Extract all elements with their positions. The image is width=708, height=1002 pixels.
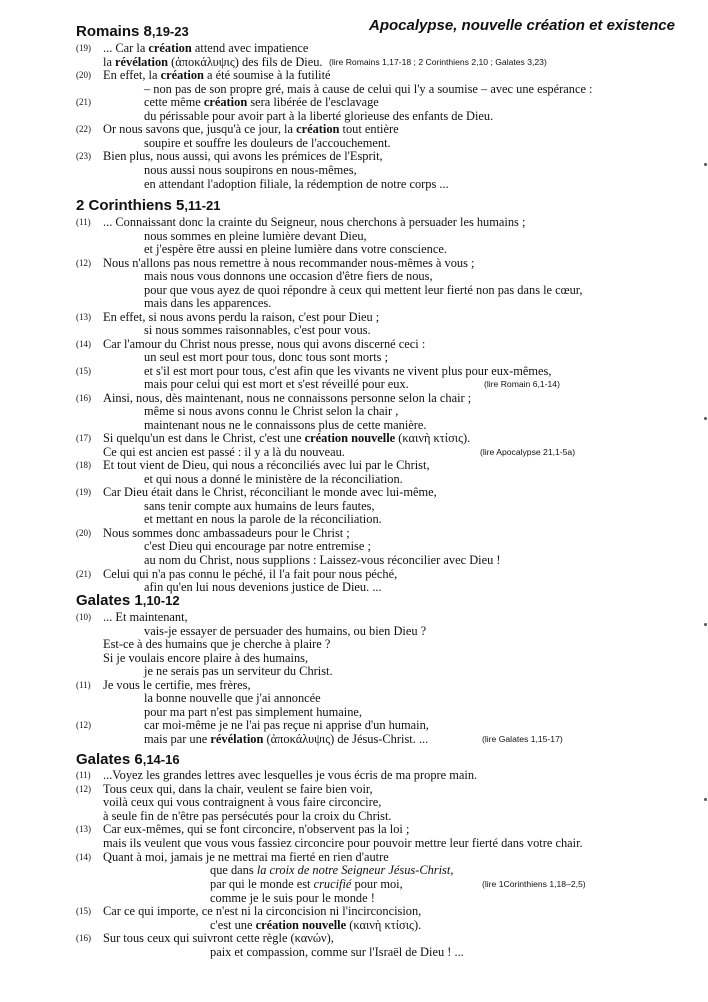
verse-line <box>103 768 477 782</box>
verse-number: (11) <box>76 770 91 780</box>
verse-text: mais pour celui qui est mort et s'est réveillé pour eux. <box>144 377 409 391</box>
emphasis-term: révélation <box>115 55 169 69</box>
verse-text: sans tenir compte aux humains de leurs fautes, <box>144 499 375 513</box>
verse-line <box>144 512 382 526</box>
verse-line <box>144 732 428 746</box>
verse-line <box>210 877 403 891</box>
verse-line <box>144 82 592 96</box>
verse-number: (20) <box>76 70 91 80</box>
verse-line <box>144 691 321 705</box>
verse-text: et qui nous a donné le ministère de la réconciliation. <box>144 472 403 486</box>
verse-text: (ἀποκάλυψις) des fils de Dieu. <box>168 55 323 69</box>
verse-text: Si je voulais encore plaire à des humains, <box>103 651 309 665</box>
verse-text: sera libérée de l'esclavage <box>247 95 379 109</box>
emphasis-term: révélation <box>210 732 264 746</box>
verse-text: Et tout vient de Dieu, qui nous a réconciliés avec lui par le Christ, <box>103 458 430 472</box>
verse-number: (10) <box>76 612 91 622</box>
document-title: Apocalypse, nouvelle création et existence <box>369 17 675 34</box>
verse-text: la bonne nouvelle que j'ai annoncée <box>144 691 321 705</box>
verse-text: pour moi, <box>351 877 403 891</box>
verse-text: Car ce qui importe, ce n'est ni la circoncision ni l'incirconcision, <box>103 904 422 918</box>
verse-text: c'est Dieu qui encourage par notre entremise ; <box>144 539 371 553</box>
verse-text: Ce qui est ancien est passé : il y a là du nouveau. <box>103 445 345 459</box>
verse-line <box>144 377 409 391</box>
verse-line <box>144 350 388 364</box>
verse-line <box>103 904 421 918</box>
verse-number: (14) <box>76 852 91 862</box>
verse-text: (καινὴ κτίσις). <box>346 918 422 932</box>
edge-mark <box>704 417 707 420</box>
verse-text: par qui le monde est <box>210 877 314 891</box>
verse-line <box>210 891 375 905</box>
verse-text: je ne serais pas un serviteur du Christ. <box>144 664 333 678</box>
section-heading <box>76 751 180 768</box>
verse-line <box>144 664 333 678</box>
verse-line <box>144 580 382 594</box>
verse-text: même si nous avons connu le Christ selon la chair , <box>144 404 399 418</box>
section-heading <box>76 197 221 214</box>
verse-text: Si quelqu'un est dans le Christ, c'est une <box>103 431 305 445</box>
verse-line <box>103 149 383 163</box>
verse-line <box>144 136 391 150</box>
verse-line <box>144 499 375 513</box>
verse-number: (19) <box>76 43 91 53</box>
section-reference: ,11-21 <box>184 198 221 213</box>
verse-text: , <box>450 863 454 877</box>
emphasis-term: création <box>296 122 340 136</box>
verse-text: Bien plus, nous aussi, qui avons les prémices de l'Esprit, <box>103 149 383 163</box>
verse-line <box>103 526 350 540</box>
verse-line <box>103 782 373 796</box>
section-reference: ,14-16 <box>142 752 180 767</box>
verse-line <box>210 863 453 877</box>
verse-text: mais dans les apparences. <box>144 296 272 310</box>
verse-line <box>144 624 426 638</box>
verse-text: Je vous le certifie, mes frères, <box>103 678 251 692</box>
verse-text: si nous sommes raisonnables, c'est pour vous. <box>144 323 371 337</box>
italic-phrase: crucifié <box>313 877 352 891</box>
verse-text: mais ils veulent que vous vous fassiez circoncire pour pouvoir mettre leur fierté dans votre chair. <box>103 836 583 850</box>
verse-text: Est-ce à des humains que je cherche à plaire ? <box>103 637 331 651</box>
verse-line <box>103 55 323 69</box>
verse-line <box>103 337 425 351</box>
verse-line <box>103 637 330 651</box>
verse-line <box>144 553 501 567</box>
verse-text: En effet, si nous avons perdu la raison, c'est pour Dieu ; <box>103 310 380 324</box>
verse-line <box>103 610 188 624</box>
verse-line <box>210 945 464 959</box>
verse-text: Quant à moi, jamais je ne mettrai ma fierté en rien d'autre <box>103 850 389 864</box>
verse-text: Car Dieu était dans le Christ, réconciliant le monde avec lui-même, <box>103 485 437 499</box>
verse-number: (21) <box>76 97 91 107</box>
verse-number: (18) <box>76 460 91 470</box>
verse-text: tout entière <box>339 122 399 136</box>
verse-line <box>103 809 392 823</box>
edge-mark <box>704 623 707 626</box>
verse-line <box>210 918 421 932</box>
verse-line <box>103 678 251 692</box>
italic-phrase: la croix de notre Seigneur Jésus-Christ <box>256 863 451 877</box>
verse-text: attend avec impatience <box>191 41 309 55</box>
verse-line <box>144 283 583 297</box>
verse-text: et j'espère être aussi en pleine lumière dans votre conscience. <box>144 242 447 256</box>
verse-text: maintenant nous ne le connaissons plus de cette manière. <box>144 418 427 432</box>
verse-line <box>103 431 470 445</box>
emphasis-term: création nouvelle <box>255 918 347 932</box>
verse-line <box>103 850 389 864</box>
section-book: Galates 6 <box>76 751 143 768</box>
section-book: Romains 8 <box>76 23 152 40</box>
verse-line <box>144 109 493 123</box>
verse-number: (13) <box>76 824 91 834</box>
verse-number: (23) <box>76 151 91 161</box>
verse-line <box>103 651 308 665</box>
verse-line <box>103 795 381 809</box>
verse-line <box>144 364 551 378</box>
verse-line <box>103 931 334 945</box>
verse-text: Or nous savons que, jusqu'à ce jour, la <box>103 122 297 136</box>
verse-text: Nous sommes donc ambassadeurs pour le Christ ; <box>103 526 350 540</box>
verse-text: Car l'amour du Christ nous presse, nous qui avons discerné ceci : <box>103 337 426 351</box>
verse-text: au nom du Christ, nous supplions : Laissez-vous réconcilier avec Dieu ! <box>144 553 501 567</box>
verse-number: (12) <box>76 784 91 794</box>
verse-text: mais nous vous donnons une occasion d'être fiers de nous, <box>144 269 433 283</box>
cross-reference-note: (lire Galates 1,15-17) <box>482 734 563 744</box>
section-reference: ,10-12 <box>142 593 180 608</box>
verse-text: afin qu'en lui nous devenions justice de Dieu. ... <box>144 580 382 594</box>
verse-text: pour ma part n'est pas simplement humaine, <box>144 705 362 719</box>
verse-line <box>144 705 362 719</box>
verse-text: ...Voyez les grandes lettres avec lesquelles je vous écris de ma propre main. <box>103 768 478 782</box>
verse-text: paix et compassion, comme sur l'Israël de Dieu ! ... <box>210 945 464 959</box>
verse-number: (13) <box>76 312 91 322</box>
verse-text: – non pas de son propre gré, mais à cause de celui qui l'y a soumise – avec une espérance : <box>144 82 593 96</box>
verse-line <box>144 269 433 283</box>
cross-reference-note: (lire 1Corinthiens 1,18–2,5) <box>482 879 586 889</box>
verse-line <box>103 122 399 136</box>
verse-text: Nous n'allons pas nous remettre à nous recommander nous-mêmes à vous ; <box>103 256 475 270</box>
verse-text: nous sommes en pleine lumière devant Dieu, <box>144 229 367 243</box>
verse-text: Celui qui n'a pas connu le péché, il l'a fait pour nous péché, <box>103 567 398 581</box>
emphasis-term: création <box>148 41 192 55</box>
verse-text: car moi-même je ne l'ai pas reçue ni apprise d'un humain, <box>144 718 429 732</box>
verse-text: un seul est mort pour tous, donc tous sont morts ; <box>144 350 389 364</box>
verse-line <box>144 242 447 256</box>
verse-text: ... Connaissant donc la crainte du Seigneur, nous cherchons à persuader les humains ; <box>103 215 526 229</box>
verse-number: (21) <box>76 569 91 579</box>
verse-line <box>103 215 525 229</box>
verse-text: En effet, la <box>103 68 161 82</box>
cross-reference-note: (lire Romains 1,17-18 ; 2 Corinthiens 2,10 ; Galates 3,23) <box>329 57 547 67</box>
edge-mark <box>704 798 707 801</box>
verse-line <box>103 836 583 850</box>
verse-text: cette même <box>144 95 204 109</box>
verse-number: (22) <box>76 124 91 134</box>
verse-text: comme je le suis pour le monde ! <box>210 891 375 905</box>
verse-text: et s'il est mort pour tous, c'est afin que les vivants ne vivent plus pour eux-mêmes, <box>144 364 552 378</box>
verse-line <box>144 472 403 486</box>
verse-number: (15) <box>76 366 91 376</box>
emphasis-term: création nouvelle <box>304 431 396 445</box>
verse-line <box>144 163 357 177</box>
verse-number: (20) <box>76 528 91 538</box>
verse-line <box>103 485 437 499</box>
verse-line <box>103 822 409 836</box>
verse-number: (12) <box>76 258 91 268</box>
verse-text: Sur tous ceux qui suivront cette règle (κανών), <box>103 931 334 945</box>
section-book: Galates 1 <box>76 592 143 609</box>
emphasis-term: création <box>160 68 204 82</box>
verse-text: Ainsi, nous, dès maintenant, nous ne connaissons personne selon la chair ; <box>103 391 472 405</box>
verse-line <box>103 567 397 581</box>
verse-line <box>144 404 398 418</box>
verse-number: (15) <box>76 906 91 916</box>
verse-text: du périssable pour avoir part à la liberté glorieuse des enfants de Dieu. <box>144 109 494 123</box>
verse-text: nous aussi nous soupirons en nous-mêmes, <box>144 163 357 177</box>
verse-text: que dans <box>210 863 257 877</box>
section-reference: ,19-23 <box>151 24 189 39</box>
verse-text: (καινὴ κτίσις). <box>395 431 471 445</box>
verse-line <box>103 445 345 459</box>
verse-text: a été soumise à la futilité <box>203 68 331 82</box>
verse-text: mais par une <box>144 732 211 746</box>
edge-mark <box>704 163 707 166</box>
section-heading <box>76 592 180 609</box>
verse-line <box>103 256 474 270</box>
verse-number: (17) <box>76 433 91 443</box>
verse-line <box>144 95 379 109</box>
verse-line <box>144 539 371 553</box>
verse-text: c'est une <box>210 918 256 932</box>
verse-text: pour que vous ayez de quoi répondre à ceux qui mettent leur fierté non pas dans le cœur, <box>144 283 583 297</box>
cross-reference-note: (lire Romain 6,1-14) <box>484 379 560 389</box>
verse-line <box>144 718 429 732</box>
verse-line <box>103 458 430 472</box>
emphasis-term: création <box>203 95 248 109</box>
section-heading <box>76 23 189 40</box>
verse-line <box>144 323 371 337</box>
verse-line <box>103 68 331 82</box>
verse-number: (16) <box>76 933 91 943</box>
verse-text: Car eux-mêmes, qui se font circoncire, n'observent pas la loi ; <box>103 822 410 836</box>
verse-line <box>103 41 308 55</box>
cross-reference-note: (lire Apocalypse 21,1-5a) <box>480 447 576 457</box>
verse-text: et mettant en nous la parole de la réconciliation. <box>144 512 382 526</box>
verse-line <box>103 310 379 324</box>
verse-number: (19) <box>76 487 91 497</box>
verse-text: vais-je essayer de persuader des humains, ou bien Dieu ? <box>144 624 427 638</box>
verse-text: en attendant l'adoption filiale, la rédemption de notre corps ... <box>144 177 449 191</box>
verse-line <box>144 418 427 432</box>
verse-number: (12) <box>76 720 91 730</box>
verse-line <box>144 296 271 310</box>
verse-number: (11) <box>76 680 91 690</box>
verse-text: soupire et souffre les douleurs de l'accouchement. <box>144 136 391 150</box>
section-book: 2 Corinthiens 5 <box>76 197 185 214</box>
verse-text: ... Et maintenant, <box>103 610 188 624</box>
verse-number: (11) <box>76 217 91 227</box>
verse-line <box>103 391 471 405</box>
verse-text: ... Car la <box>103 41 149 55</box>
verse-text: (ἀποκάλυψις) de Jésus-Christ. ... <box>263 732 429 746</box>
verse-text: la <box>103 55 116 69</box>
verse-line <box>144 177 449 191</box>
verse-text: à seule fin de n'être pas persécutés pour la croix du Christ. <box>103 809 392 823</box>
verse-number: (16) <box>76 393 91 403</box>
verse-number: (14) <box>76 339 91 349</box>
verse-line <box>144 229 367 243</box>
verse-text: voilà ceux qui vous contraignent à vous faire circoncire, <box>103 795 382 809</box>
verse-text: Tous ceux qui, dans la chair, veulent se faire bien voir, <box>103 782 373 796</box>
